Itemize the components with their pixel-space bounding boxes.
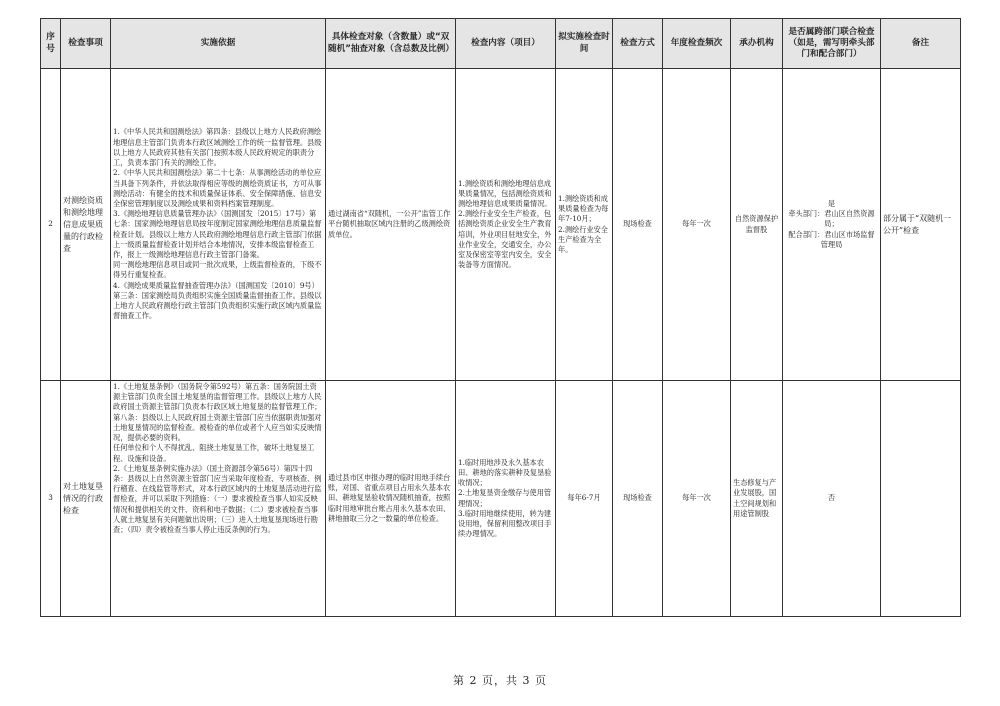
page-number: 第 2 页，共 3 页 [453,674,547,687]
cell-freq: 每年一次 [663,381,731,617]
cell-method: 现场检查 [613,69,663,381]
header-org: 承办机构 [731,19,783,69]
cell-org: 自然资源保护监督股 [731,69,783,381]
cell-time: 每年6-7月 [556,381,613,617]
cell-seq: 2 [41,69,61,381]
cell-joint: 否 [783,381,881,617]
cell-basis: 1.《中华人民共和国测绘法》第四条：县级以上地方人民政府测绘地理信息主管部门负责本行政区域测绘工作的统一监督管理。县级以上地方人民政府其他有关部门按照本级人民政府规定的职责分工，负责本部门有关的测绘工作。 2.《中华人民共和国测绘法》第二十七条：从事测绘活动的单位应当具备下列条件，并依法取得相应等级的测绘资质证书，方可从事测绘活动：有健全的技术和质量保证体系、安全保障措施、信息安全保密管理制度以及测绘成果和资料档案管理制度。 3.《测绘地理信息质量管理办法》（国测国发〔2015〕17号）第七条：国家测绘地理信息局按年度制定国家测绘地理信息质量监督检查计划。县级以上地方人民政府测绘地理信息行政主管部门依据上一级质量监督检查计划并结合本地情况，安排本级监督检查工作，报上一级测绘地理信息行政主管部门备案。 同一测绘地理信息项目或同一批次成果，上级监督检查的，下级不得另行重复检查。 4.《测绘成果质量监督抽查管理办法》（国测国发〔2010〕9号）第三条：国家测绘局负责组织实施全国质量监督抽查工作。县级以上地方人民政府测绘行政主管部门负责组织实施行政区域内质量监督抽查工作。 [111,69,326,381]
header-remark: 备注 [881,19,961,69]
cell-method: 现场检查 [613,381,663,617]
table-header-row [41,19,961,69]
header-freq: 年度检查频次 [663,19,731,69]
cell-item: 对测绘资质和测绘地理信息成果质量的行政检查 [61,69,111,381]
header-item: 检查事项 [61,19,111,69]
header-method: 检查方式 [613,19,663,69]
cell-item: 对土地复垦情况的行政检查 [61,381,111,617]
header-target: 具体检查对象（含数量）或“双随机”抽查对象（含总数及比例） [326,19,456,69]
cell-freq: 每年一次 [663,69,731,381]
table-row [41,69,961,381]
header-basis: 实施依据 [111,19,326,69]
header-time: 拟实施检查时间 [556,19,613,69]
header-joint: 是否属跨部门联合检查（如是，需写明牵头部门和配合部门） [783,19,881,69]
cell-time: 1.测绘资质和成果质量检查为每年7-10月； 2.测绘行业安全生产检查为全年。 [556,69,613,381]
cell-basis: 1.《土地复垦条例》（国务院令第592号）第五条：国务院国土资源主管部门负责全国土地复垦的监督管理工作。县级以上地方人民政府国土资源主管部门负责本行政区域土地复垦的监督管理工作；第八条：县级以上人民政府国土资源主管部门应当依据职责加强对土地复垦情况的监督检查。被检查的单位或者个人应当如实反映情况，提供必要的资料。 任何单位和个人不得扰乱、阻挠土地复垦工作，破坏土地复垦工程、设施和设备。 2.《土地复垦条例实施办法》（国土资源部令第56号）第四十四条：县级以上自然资源主管部门应当采取年度检查、专项核查、例行稽查、在线监管等形式，对本行政区域内的土地复垦活动进行监督检查，并可以采取下列措施：（一）要求被检查当事人如实反映情况和提供相关的文件、资料和电子数据；（二）要求被检查当事人就土地复垦有关问题做出说明；（三）进入土地复垦现场进行勘查；（四）责令被检查当事人停止违反条例的行为。 [111,381,326,617]
cell-content: 1.测绘资质和测绘地理信息成果质量情况，包括测绘资质和测绘地理信息成果质量情况。 2.测绘行业安全生产检查，包括测绘资质企业安全生产教育培训，外业项目驻地安全，外业作业安全，交通安全，办公室及保密室等室内安全，安全装备等方面情况。 [456,69,556,381]
inspection-table [40,18,961,617]
cell-remark [881,381,961,617]
cell-remark: 部分属于“双随机一公开”检查 [881,69,961,381]
cell-seq: 3 [41,381,61,617]
cell-org: 生态修复与产业发展股，国土空间规划和用途管制股 [731,381,783,617]
cell-content: 1.临时用地涉及永久基本农田、耕地的落实耕种及复垦验收情况； 2.土地复垦资金缴存与使用管理情况； 3.临时用地继续使用，转为建设用地，保留利用整改项目手续办理情况。 [456,381,556,617]
header-seq: 序号 [41,19,61,69]
header-content: 检查内容（项目） [456,19,556,69]
cell-joint: 是 牵头部门：君山区自然资源局； 配合部门：君山区市场监督管理局 [783,69,881,381]
cell-target: 通过湖南省“双随机，一公开”监管工作平台随机抽取区域内注册的乙级测绘资质单位。 [326,69,456,381]
table-row [41,381,961,617]
cell-target: 通过县市区申报办理的临时用地手续台账，对国、省重点项目占用永久基本农田、耕地复垦验收情况随机抽查，按照临时用地审批台账占用永久基本农田、耕地抽取三分之一数量的单位检查。 [326,381,456,617]
